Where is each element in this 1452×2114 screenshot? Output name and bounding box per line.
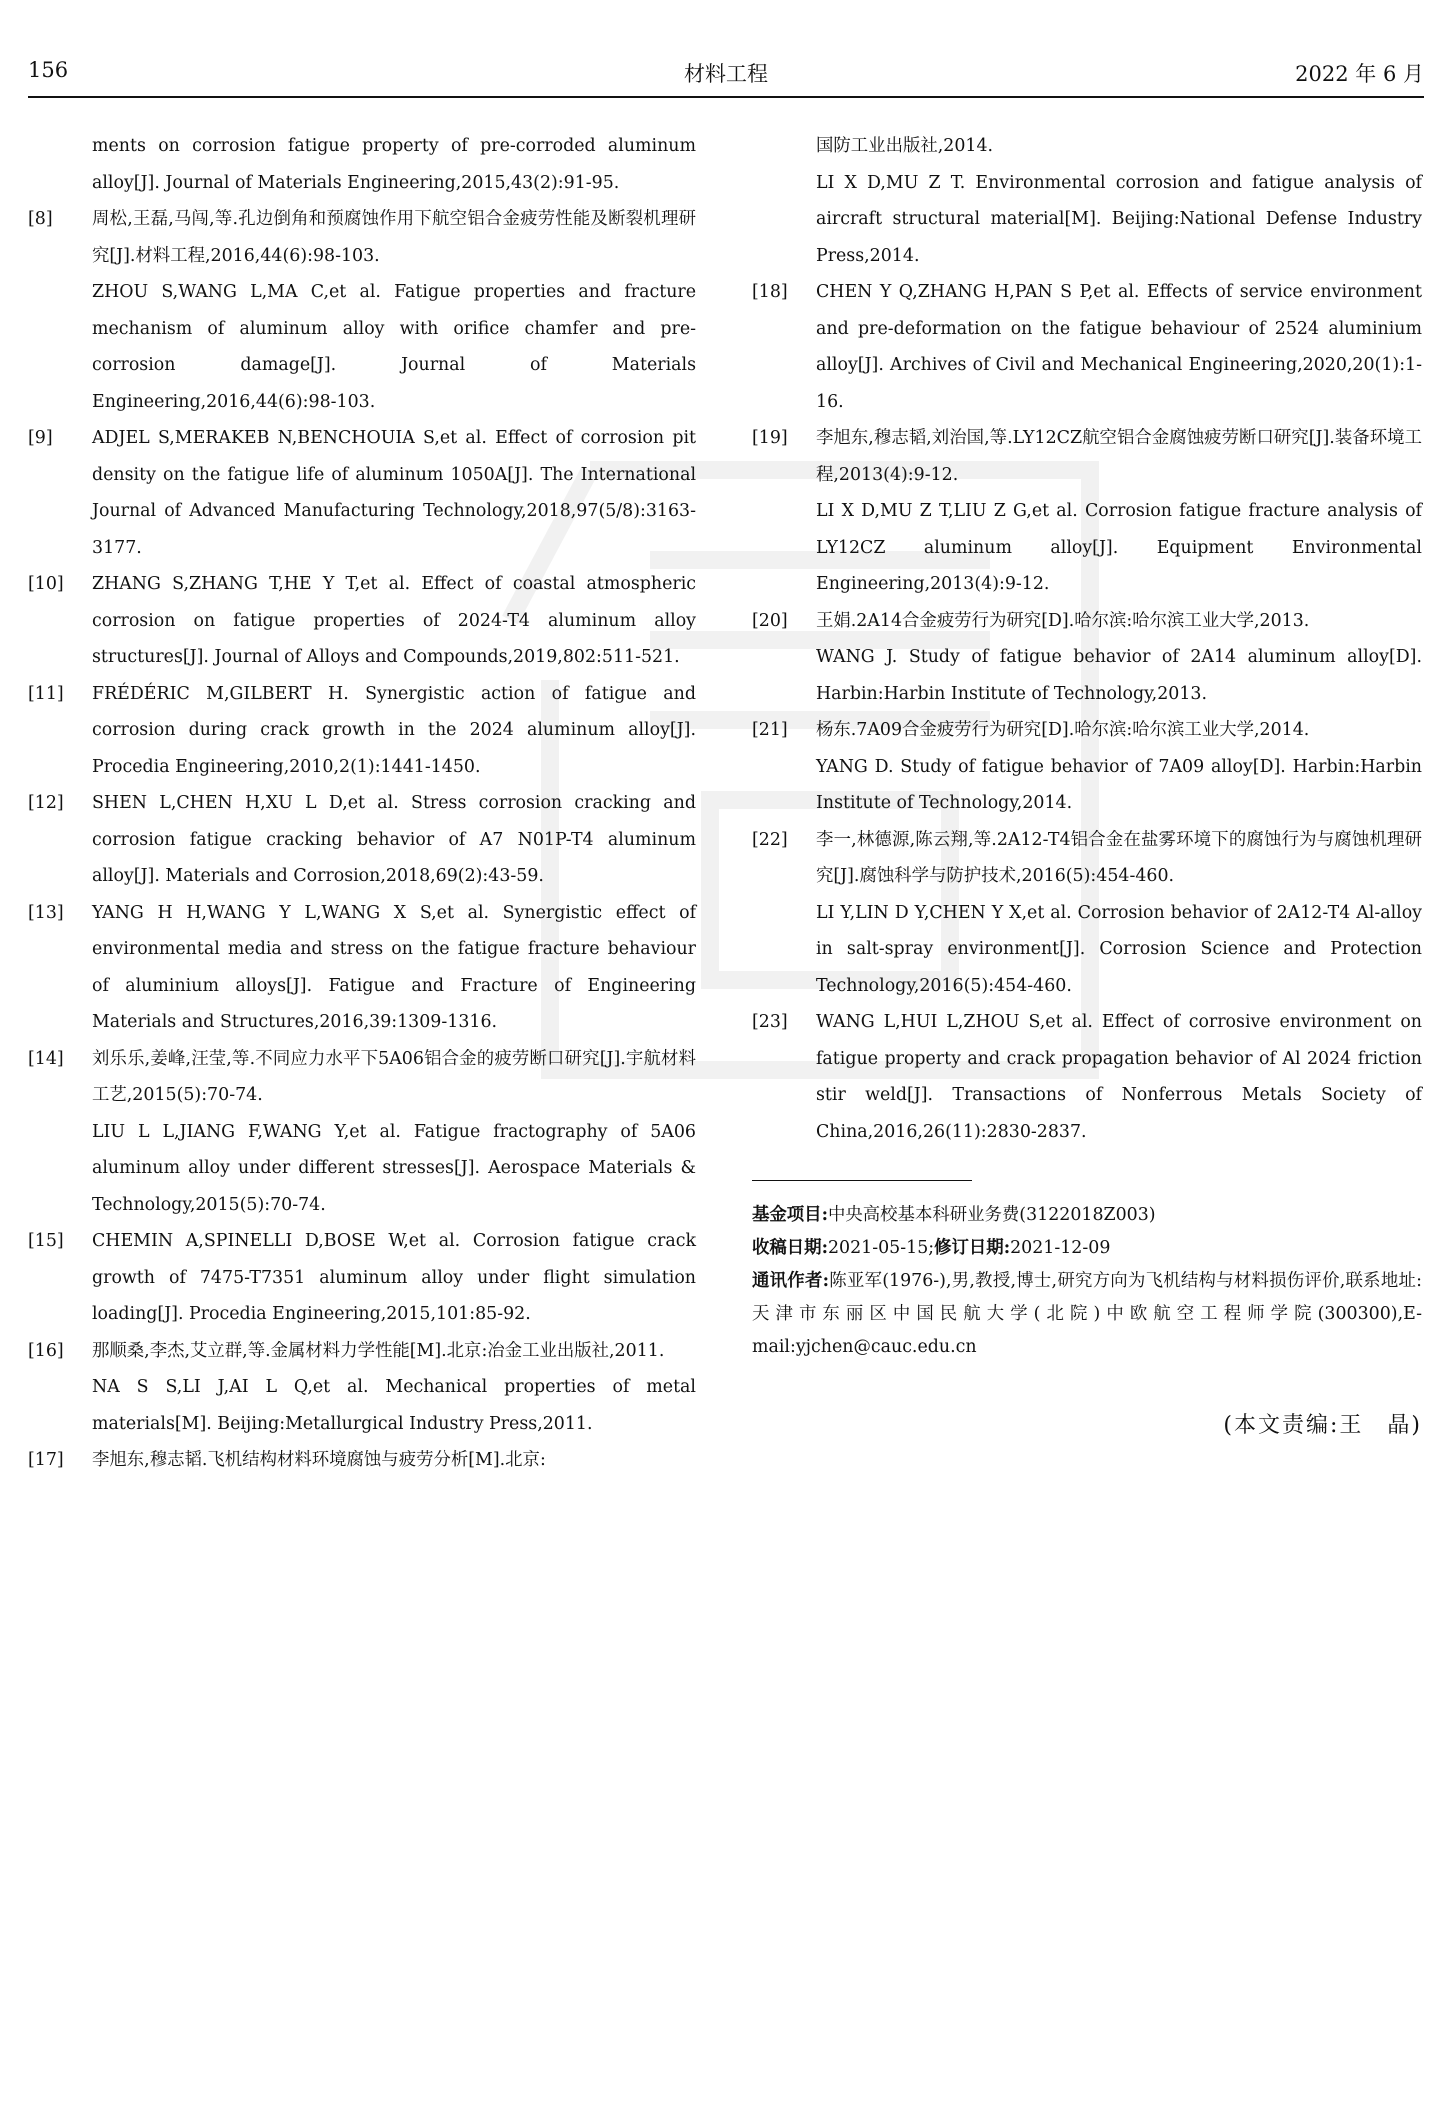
- reference-text: 李旭东,穆志韬.飞机结构材料环境腐蚀与疲劳分析[M].北京:: [92, 1450, 546, 1470]
- reference-text: 周松,王磊,马闯,等.孔边倒角和预腐蚀作用下航空铝合金疲劳性能及断裂机理研究[J].材料工程,2016,44(6):98-103.: [92, 209, 696, 266]
- reference-body: [92, 1442, 696, 1479]
- reference-number: [9]: [28, 428, 53, 448]
- reference-number: [17]: [28, 1450, 64, 1470]
- reference-body: [92, 895, 696, 1041]
- reference-number: [15]: [28, 1231, 64, 1251]
- reference-body: [816, 1004, 1422, 1150]
- revised-label: 修订日期:: [934, 1238, 1011, 1258]
- reference-number: [8]: [28, 209, 53, 229]
- reference-text: CHEN Y Q,ZHANG H,PAN S P,et al. Effects of service environment and pre-deformation on the fatigue behaviour of 2524 aluminium alloy[J]. Archives of Civil and Mechanical Engineering,2020,20(1):1-16.: [816, 282, 1422, 412]
- reference-number: [20]: [752, 610, 788, 631]
- reference-list-left: [28, 128, 696, 1479]
- reference-number: [19]: [752, 428, 788, 448]
- reference-entry: [752, 128, 1422, 274]
- reference-text: LIU L L,JIANG F,WANG Y,et al. Fatigue fractography of 5A06 aluminum alloy under different stresses[J]. Aerospace Materials & Technology,2015(5):70-74.: [92, 1121, 696, 1215]
- reference-number: [23]: [752, 1012, 788, 1032]
- reference-body: [816, 822, 1422, 1005]
- reference-text: LI X D,MU Z T,LIU Z G,et al. Corrosion fatigue fracture analysis of LY12CZ aluminum alloy[J]. Equipment Environmental Engineering,2013(4):9-12.: [816, 501, 1422, 594]
- reference-body: [92, 128, 696, 201]
- reference-text: ZHOU S,WANG L,MA C,et al. Fatigue properties and fracture mechanism of aluminum alloy with orifice chamfer and pre-corrosion damage[J]. Journal of Materials Engineering,2016,44(6):98-103.: [92, 282, 696, 412]
- reference-entry: [28, 1442, 696, 1479]
- journal-title: 材料工程: [684, 62, 768, 86]
- reference-text: ADJEL S,MERAKEB N,BENCHOUIA S,et al. Effect of corrosion pit density on the fatigue life of aluminum 1050A[J]. The International Journal of Advanced Manufacturing Technology,2018,97(5/8):3163-3177.: [92, 428, 696, 558]
- reference-text: SHEN L,CHEN H,XU L D,et al. Stress corrosion cracking and corrosion fatigue cracking behavior of A7 N01P-T4 aluminum alloy[J]. Materials and Corrosion,2018,69(2):43-59.: [92, 793, 696, 886]
- page-number: 156: [28, 58, 69, 82]
- reference-text: ments on corrosion fatigue property of pre-corroded aluminum alloy[J]. Journal of Materials Engineering,2015,43(2):91-95.: [92, 136, 696, 193]
- editor-credit: (本文责编:王 晶): [1223, 1413, 1422, 1438]
- reference-entry: [752, 1004, 1422, 1150]
- fund-note: [752, 1199, 1422, 1232]
- fund-text: 中央高校基本科研业务费(3122018Z003): [827, 1205, 1156, 1225]
- reference-text: 国防工业出版社,2014.: [816, 136, 994, 156]
- reference-text: YANG D. Study of fatigue behavior of 7A09 alloy[D]. Harbin:Harbin Institute of Technology,2014.: [816, 756, 1422, 813]
- reference-number: [14]: [28, 1048, 64, 1069]
- footnote-divider: [752, 1180, 972, 1181]
- reference-entry: [28, 1041, 696, 1224]
- reference-text: CHEMIN A,SPINELLI D,BOSE W,et al. Corrosion fatigue crack growth of 7475-T7351 aluminum alloy under flight simulation loading[J]. Procedia Engineering,2015,101:85-92.: [92, 1231, 696, 1324]
- reference-number: [18]: [752, 282, 788, 302]
- reference-text: 杨东.7A09合金疲劳行为研究[D].哈尔滨:哈尔滨工业大学,2014.: [816, 720, 1310, 740]
- reference-text: 李旭东,穆志韬,刘治国,等.LY12CZ航空铝合金腐蚀疲劳断口研究[J].装备环境工程,2013(4):9-12.: [816, 428, 1422, 485]
- fund-label: 基金项目:: [752, 1205, 828, 1225]
- reference-entry: [28, 785, 696, 895]
- reference-number: [12]: [28, 793, 64, 813]
- received-label: 收稿日期:: [752, 1238, 828, 1258]
- reference-body: [816, 603, 1422, 713]
- reference-body: [92, 676, 696, 786]
- reference-text: YANG H H,WANG Y L,WANG X S,et al. Synergistic effect of environmental media and stress on the fatigue fracture behaviour of aluminium alloys[J]. Fatigue and Fracture of Engineering Materials and Structures,2016,39:1309-1316.: [92, 902, 696, 1032]
- reference-body: [816, 712, 1422, 822]
- reference-number: [22]: [752, 829, 788, 850]
- reference-number: [13]: [28, 902, 64, 923]
- reference-body: [816, 128, 1422, 274]
- page-header: [28, 56, 1424, 98]
- reference-text: 刘乐乐,姜峰,汪莹,等.不同应力水平下5A06铝合金的疲劳断口研究[J].宇航材料工艺,2015(5):70-74.: [92, 1048, 696, 1105]
- reference-text: NA S S,LI J,AI L Q,et al. Mechanical properties of metal materials[M]. Beijing:Metallurgical Industry Press,2011.: [92, 1377, 696, 1434]
- reference-entry: [28, 895, 696, 1041]
- date-note: [752, 1232, 1422, 1265]
- received-date: 2021-05-15;: [827, 1238, 935, 1258]
- reference-entry: [28, 1223, 696, 1333]
- reference-text: 那顺桑,李杰,艾立群,等.金属材料力学性能[M].北京:冶金工业出版社,2011.: [92, 1340, 665, 1361]
- reference-number: [21]: [752, 720, 788, 740]
- right-column: [752, 128, 1422, 1445]
- reference-text: FRÉDÉRIC M,GILBERT H. Synergistic action of fatigue and corrosion during crack growth in the 2024 aluminum alloy[J]. Procedia Engineering,2010,2(1):1441-1450.: [92, 683, 696, 777]
- reference-number: [16]: [28, 1340, 64, 1361]
- author-text: 陈亚军(1976-),男,教授,博士,研究方向为飞机结构与材料损伤评价,联系地址:天津市东丽区中国民航大学(北院)中欧航空工程师学院(300300),E-mail:yjchen@cauc.edu.cn: [752, 1271, 1422, 1357]
- reference-body: [92, 420, 696, 566]
- reference-entry: [752, 822, 1422, 1005]
- reference-entry: [28, 1333, 696, 1443]
- reference-text: ZHANG S,ZHANG T,HE Y T,et al. Effect of coastal atmospheric corrosion on fatigue properties of 2024-T4 aluminum alloy structures[J]. Journal of Alloys and Compounds,2019,802:511-521.: [92, 574, 696, 667]
- reference-entry: [28, 201, 696, 420]
- reference-body: [92, 566, 696, 676]
- reference-text: LI Y,LIN D Y,CHEN Y X,et al. Corrosion behavior of 2A12-T4 Al-alloy in salt-spray environment[J]. Corrosion Science and Protection Technology,2016(5):454-460.: [816, 902, 1422, 996]
- author-note: [752, 1265, 1422, 1364]
- reference-body: [816, 420, 1422, 603]
- revised-date: 2021-12-09: [1010, 1238, 1111, 1258]
- reference-body: [92, 201, 696, 420]
- reference-entry: [752, 712, 1422, 822]
- reference-entry: [752, 603, 1422, 713]
- reference-entry: [752, 274, 1422, 420]
- reference-entry: [752, 420, 1422, 603]
- reference-text: WANG L,HUI L,ZHOU S,et al. Effect of corrosive environment on fatigue property and crack propagation behavior of Al 2024 friction stir weld[J]. Transactions of Nonferrous Metals Society of China,2016,26(11):2830-2837.: [816, 1012, 1422, 1142]
- reference-text: LI X D,MU Z T. Environmental corrosion and fatigue analysis of aircraft structural material[M]. Beijing:National Defense Industry Press,2014.: [816, 172, 1422, 266]
- issue-date: 2022 年 6 月: [1295, 62, 1424, 86]
- reference-body: [816, 274, 1422, 420]
- author-label: 通讯作者:: [752, 1271, 830, 1291]
- reference-text: 王娟.2A14合金疲劳行为研究[D].哈尔滨:哈尔滨工业大学,2013.: [816, 610, 1310, 631]
- reference-entry: [28, 566, 696, 676]
- reference-body: [92, 1041, 696, 1224]
- reference-body: [92, 1223, 696, 1333]
- reference-entry: [28, 676, 696, 786]
- reference-entry: [28, 128, 696, 201]
- reference-number: [10]: [28, 574, 64, 594]
- reference-body: [92, 785, 696, 895]
- reference-number: [11]: [28, 683, 64, 704]
- reference-text: WANG J. Study of fatigue behavior of 2A14 aluminum alloy[D]. Harbin:Harbin Institute of Technology,2013.: [816, 647, 1422, 704]
- reference-list-right: [752, 128, 1422, 1150]
- reference-entry: [28, 420, 696, 566]
- reference-text: 李一,林德源,陈云翔,等.2A12-T4铝合金在盐雾环境下的腐蚀行为与腐蚀机理研究[J].腐蚀科学与防护技术,2016(5):454-460.: [816, 829, 1422, 886]
- reference-body: [92, 1333, 696, 1443]
